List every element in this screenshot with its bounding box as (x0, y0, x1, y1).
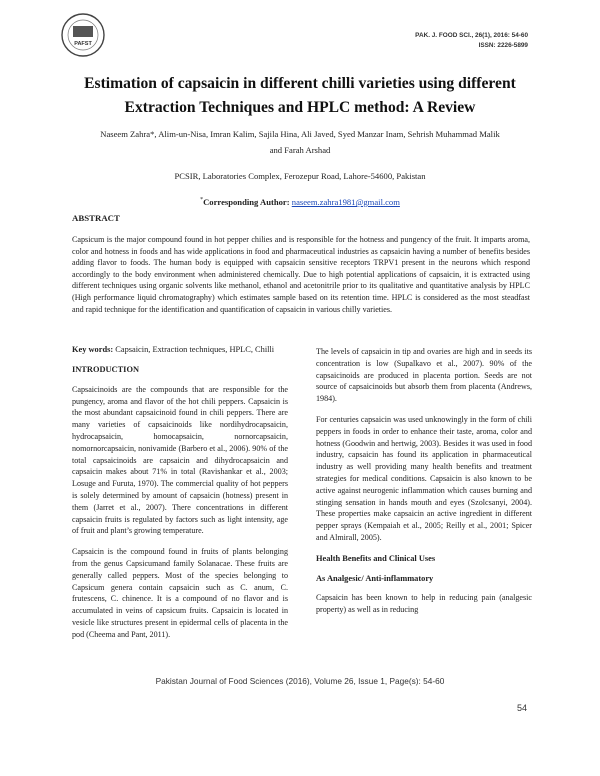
intro-paragraph-1: Capsaicinoids are the compounds that are responsible for the pungency, aroma and flavor of the hot chili peppers. Capsaicin is the most abundant capsaicinoid found in chili peppers. There are many varieties of capsaicinoids like nordihydrocapsaicin, hydrocapsaicin, homocapsaicin, nornorcapsaicin, nomornorcapsaicin, nonivamide (Barbero et al., 2006). 90% of the total capsaicinoids are capsaicin and dihydrocapsaicin and capsaicin makes about 71% in total (Ravishankar et al., 2003; Losuge and Furuta, 1970). The commercial quality of hot peppers is solely determined by amount of capsaicin (hotness) present in them (Jarret et al., 2007). There concentrations in different capsaicin fruits is regulated by factors such as light intensity, age of fruit and plant’s growing temperature. (72, 384, 288, 536)
page-footer: Pakistan Journal of Food Sciences (2016), Volume 26, Issue 1, Page(s): 54-60 (155, 676, 445, 686)
right-paragraph-1: The levels of capsaicin in tip and ovaries are high and in seeds its concentration is low (Supalkavo et al., 2007). 90% of the capsaicinoids are produced in placenta portion. Seeds are not source of capsaicinoids but absorb them from placenta (Andrews, 1984). (316, 347, 532, 404)
authors-line-2: and Farah Arshad (269, 144, 331, 155)
journal-reference: PAK. J. FOOD SCI., 26(1), 2016: 54-60 (415, 32, 528, 39)
right-column (316, 346, 532, 625)
journal-header (415, 31, 528, 51)
abstract-heading: ABSTRACT (72, 213, 120, 223)
abstract-text: Capsicum is the major compound found in hot pepper chilies and is responsible for the hotness and pungency of the fruit. It imparts aroma, color and hotness in foods and has wide applications in food and pharmaceutical industries as capsaicin having a number of benefits besides adding flavor to foods. The human body is equipped with capsaicin sensitive receptors TRPV1 present in the neurons which respond accordingly to the body environment when administered chemically. Due to high potential applications of capsaicin, it is extracted using different techniques using organic solvents like methanol, ethanol and acetonitrile prior to its qualitative and quantitative analysis by HPLC (High performance liquid chromatography) which estimates sample based on its retention time. HPLC is considered as the most steadfast and rapid technique for the identification and quantification of capsaicin in various chilly varieties. (72, 235, 530, 314)
keywords-label: Key words: (72, 345, 114, 354)
paper-title (60, 72, 540, 120)
title-line-1: Estimation of capsaicin in different chilli varieties using different (84, 75, 516, 92)
authors (64, 127, 536, 158)
analgesic-heading: As Analgesic/ Anti-inflammatory (316, 573, 434, 583)
affiliation: PCSIR, Laboratories Complex, Ferozepur Road, Lahore-54600, Pakistan (174, 171, 426, 181)
logo-text: PAFST (74, 41, 92, 47)
title-line-2: Extraction Techniques and HPLC method: A Review (124, 99, 476, 116)
corresponding-label: Corresponding Author: (203, 197, 290, 207)
right-paragraph-3: Capsaicin has been known to help in reducing pain (analgesic property) as well as in reducing (316, 593, 532, 615)
page-number: 54 (516, 703, 527, 713)
corresponding-marker: * (200, 197, 204, 204)
keywords-text: Capsaicin, Extraction techniques, HPLC, Chilli (115, 345, 275, 354)
right-paragraph-2: For centuries capsaicin was used unknowingly in the form of chili peppers in foods in order to enhance their taste, aroma, color and hotness (Goodwin and hertwig, 2003). Besides it was used in food industry, capsaicin has found its application in pharmaceutical industry as well providing many health benefits and treatment strategies for medical conditions. Capsaicin is also known to be active against neurogenic inflammation which causes burning and stinging sensation in hands mouth and eyes (Szolcsanyi, 2004). These properties make capsaicin an active ingredient in different pepper sprays (Kempaiah et al., 2005; Reilly et al., 2001; Spicer and Almirall, 2005). (316, 414, 532, 542)
authors-line-1: Naseem Zahra*, Alim-un-Nisa, Imran Kalim, Sajila Hina, Ali Javed, Syed Manzar Inam, Sehrish Muhammad Malik (100, 129, 500, 139)
health-benefits-heading: Health Benefits and Clinical Uses (316, 553, 436, 563)
intro-paragraph-2: Capsaicin is the compound found in fruits of plants belonging from the genus Capsicumand family Solanacae. These fruits are generally called peppers. Most of the species belonging to Capsicum genera contain capsaicin such as C. anum, C. frutescens, C. chinence. It is a compound of no flavor and is accumulated in veins of capsicum fruits. Capsaicin is located in vesicle like structures present in epidermal cells of placenta in the pod (Cheema and Pant, 2011). (72, 547, 288, 639)
journal-logo (60, 12, 106, 58)
corresponding-email-link[interactable]: naseem.zahra1981@gmail.com (291, 197, 400, 207)
issn: ISSN: 2226-5899 (478, 42, 528, 49)
keywords (72, 345, 274, 354)
introduction-heading: INTRODUCTION (72, 365, 140, 374)
left-column (72, 364, 288, 650)
corresponding-author (60, 197, 540, 207)
